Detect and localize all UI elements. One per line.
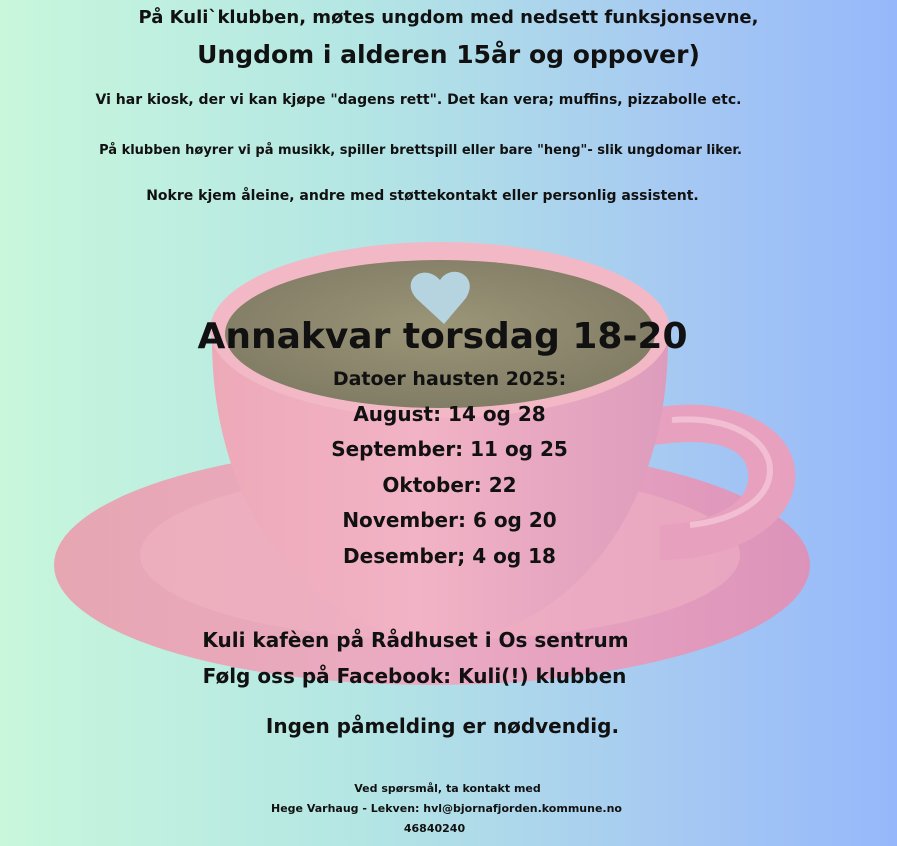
- contact-phone: 46840240: [403, 822, 466, 835]
- contact-name-email: Hege Varhaug - Lekven: hvl@bjornafjorden.kommune.no: [271, 802, 622, 815]
- schedule-headline: Annakvar torsdag 18-20: [197, 316, 688, 357]
- intro-activities-line: På klubben høyrer vi på musikk, spiller brettspill eller bare "heng"- slik ungdomar liker.: [99, 143, 742, 158]
- date-september: September: 11 og 25: [331, 437, 568, 461]
- date-oktober: Oktober: 22: [382, 473, 517, 497]
- location-text: Kuli kafèen på Rådhuset i Os sentrum: [202, 628, 629, 652]
- intro-line-1: På Kuli`klubben, møtes ungdom med nedsett funksjonsevne,: [138, 7, 759, 28]
- facebook-text: Følg oss på Facebook: Kuli(!) klubben: [202, 664, 627, 688]
- contact-label: Ved spørsmål, ta kontakt med: [354, 782, 541, 795]
- dates-heading: Datoer hausten 2025:: [332, 368, 567, 390]
- date-desember: Desember; 4 og 18: [343, 544, 556, 568]
- intro-support-line: Nokre kjem åleine, andre med støttekontakt eller personlig assistent.: [146, 188, 699, 204]
- date-november: November: 6 og 20: [342, 508, 557, 532]
- date-august: August: 14 og 28: [353, 402, 546, 426]
- registration-note: Ingen påmelding er nødvendig.: [265, 714, 620, 738]
- intro-age-line: Ungdom i alderen 15år og oppover): [197, 40, 700, 69]
- intro-kiosk-line: Vi har kiosk, der vi kan kjøpe "dagens rett". Det kan vera; muffins, pizzabolle etc.: [95, 92, 742, 108]
